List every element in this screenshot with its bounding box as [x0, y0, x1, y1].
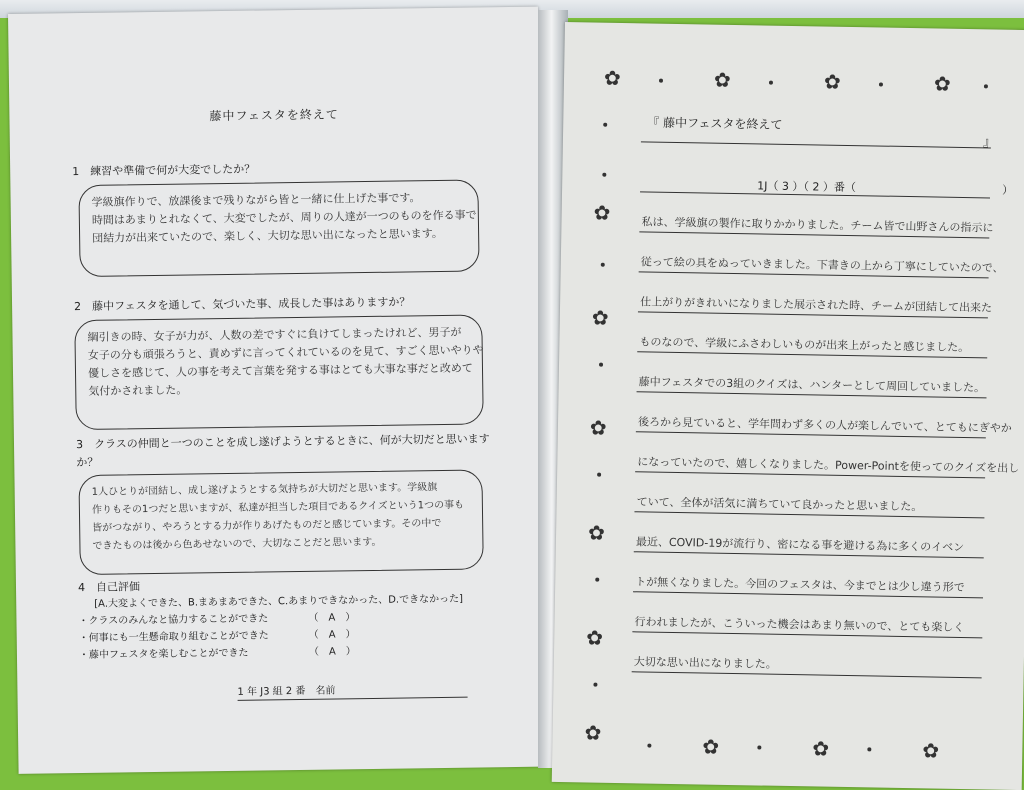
self-evaluation [78, 574, 464, 664]
flower-icon: ✿ [603, 65, 622, 90]
essay-line-text: 仕上がりがきれいになりました展示された時、チームが団結して出来た [640, 295, 993, 315]
essay-line-text: 後ろから見ていると、学年問わず多くの人が楽しんでいて、とてもにぎやか [637, 415, 1012, 435]
essay-line-text: 大切な思い出になりました。 [633, 655, 777, 671]
essay-line-text: 私は、学級旗の製作に取りかかりました。チーム皆で山野さんの指示に [641, 215, 994, 235]
answer-1-line: 団結力が出来ていたので、楽しく、大切な思い出になったと思います。 [92, 226, 443, 245]
self-eval-grade: （ A ） [308, 612, 356, 624]
flower-icon: ✿ [922, 738, 940, 763]
essay-title: 『 藤中フェスタを終えて [647, 115, 783, 132]
flower-icon: ✿ [933, 71, 951, 96]
flower-icon: ✿ [591, 305, 609, 330]
answer-3-line: できたものは後から色あせないので、大切なことだと思います。 [92, 536, 382, 552]
essay-line-text: 従って絵の具をぬっていきました。下書きの上から丁寧にしていたので、 [640, 255, 1004, 275]
self-eval-item-label: ・クラスのみんなと協力することができた [78, 613, 269, 628]
border-dot [659, 79, 663, 83]
self-eval-heading: 4 自己評価 [77, 580, 141, 595]
essay-line-text: 藤中フェスタでの3組のクイズは、ハンターとして周回していました。 [638, 375, 986, 395]
border-dot [603, 123, 607, 127]
flower-icon: ✿ [589, 415, 607, 440]
answer-1-line: 時間はあまりとれなくて、大変でしたが、周りの人達が一つのものを作る事で [91, 208, 477, 227]
essay-line-text: トが無くなりました。今回のフェスタは、今までとは少し違う形で [635, 575, 965, 595]
left-worksheet-page [8, 7, 549, 774]
answer-2-line: 綱引きの時、女子が力が、人数の差ですぐに負けてしまったけれど、男子が [87, 325, 462, 344]
question-1-label: 1 練習や準備で何が大変でしたか？ [72, 162, 256, 179]
flower-icon: ✿ [587, 520, 606, 545]
self-eval-grade: （ A ） [308, 629, 356, 641]
essay-line-text: 最近、COVID-19が流行り、密になる事を避ける為に多くのイベン [635, 535, 965, 555]
border-dot [595, 578, 599, 582]
self-eval-legend: [A.大変よくできた、B.まあまあできた、C.あまりできなかった、D.できなかった] [94, 593, 464, 610]
flower-icon: ✿ [584, 720, 602, 745]
essay-line-text: ものなので、学級にふさわしいものが出来上がったと感じました。 [639, 335, 970, 355]
border-dot [597, 473, 601, 477]
answer-2-line: 気付かされました。 [88, 383, 188, 398]
student-name-line: 1 年 J3 組 2 番 名前 [237, 680, 467, 701]
right-essay-page [552, 22, 1024, 790]
border-dot [879, 82, 883, 86]
answer-3-box [78, 469, 483, 575]
answer-2-line: 優しさを感じて、人の事を考えて言葉を発する事はとても大事な事だと改めて [87, 361, 473, 380]
border-dot [599, 363, 603, 367]
border-dot [769, 81, 773, 85]
border-dot [602, 173, 606, 177]
flower-icon: ✿ [586, 625, 604, 650]
worksheet-title: 藤中フェスタを終えて [209, 107, 339, 124]
student-id: 1J（ 3 ）（ 2 ）番（ [757, 179, 857, 195]
answer-3-line: 皆がつながり、やろうとする力が作りあげたものだと感じています。その中で [92, 517, 442, 534]
self-eval-grade: （ A ） [308, 646, 356, 658]
answer-2-line: 女子の分も頑張ろうと、責めずに言ってくれているのを見て、すごく思いやりや [87, 343, 484, 362]
essay-line-text: 行われましたが、こういった機会はあまり無いので、とても楽しく [634, 615, 965, 635]
self-eval-item-label: ・藤中フェスタを楽しむことができた [78, 647, 249, 662]
flower-icon: ✿ [702, 734, 720, 759]
flower-icon: ✿ [823, 69, 841, 94]
self-eval-item-label: ・何事にも一生懸命取り組むことができた [78, 630, 269, 645]
border-dot [601, 263, 605, 267]
essay-line-text: になっていたので、嬉しくなりました。Power-Pointを使ってのクイズを出し [637, 455, 1020, 475]
answer-1-line: 学級旗作りで、放課後まで残りながら皆と一緒に仕上げた事です。 [91, 191, 421, 209]
border-dot [757, 745, 761, 749]
essay-line-text: ていて、全体が活気に満ちていて良かったと思いました。 [636, 495, 923, 514]
question-3-label: 3 クラスの仲間と一つのことを成し遂げようとするときに、何が大切だと思いますか？ [75, 432, 490, 470]
border-dot [984, 84, 988, 88]
answer-3-line: 作りもその1つだと思いますが、私達が担当した項目であるクイズという1つの事も [91, 499, 465, 516]
flower-icon: ✿ [713, 67, 731, 92]
ruled-line [641, 141, 991, 148]
flower-icon: ✿ [812, 736, 830, 761]
border-dot [593, 683, 597, 687]
answer-2-box [74, 314, 483, 430]
answer-1-box [78, 179, 479, 277]
border-dot [647, 744, 651, 748]
answer-3-line: 1人ひとりが団結し、成し遂げようとする気持ちが大切だと思います。学級旗 [91, 482, 438, 498]
flower-icon: ✿ [593, 200, 611, 225]
student-id-close: ） [1002, 183, 1014, 197]
border-dot [867, 747, 871, 751]
essay-title-close: 』 [982, 135, 997, 151]
question-2-label: 2 藤中フェスタを通して、気づいた事、成長した事はありますか？ [74, 295, 411, 314]
